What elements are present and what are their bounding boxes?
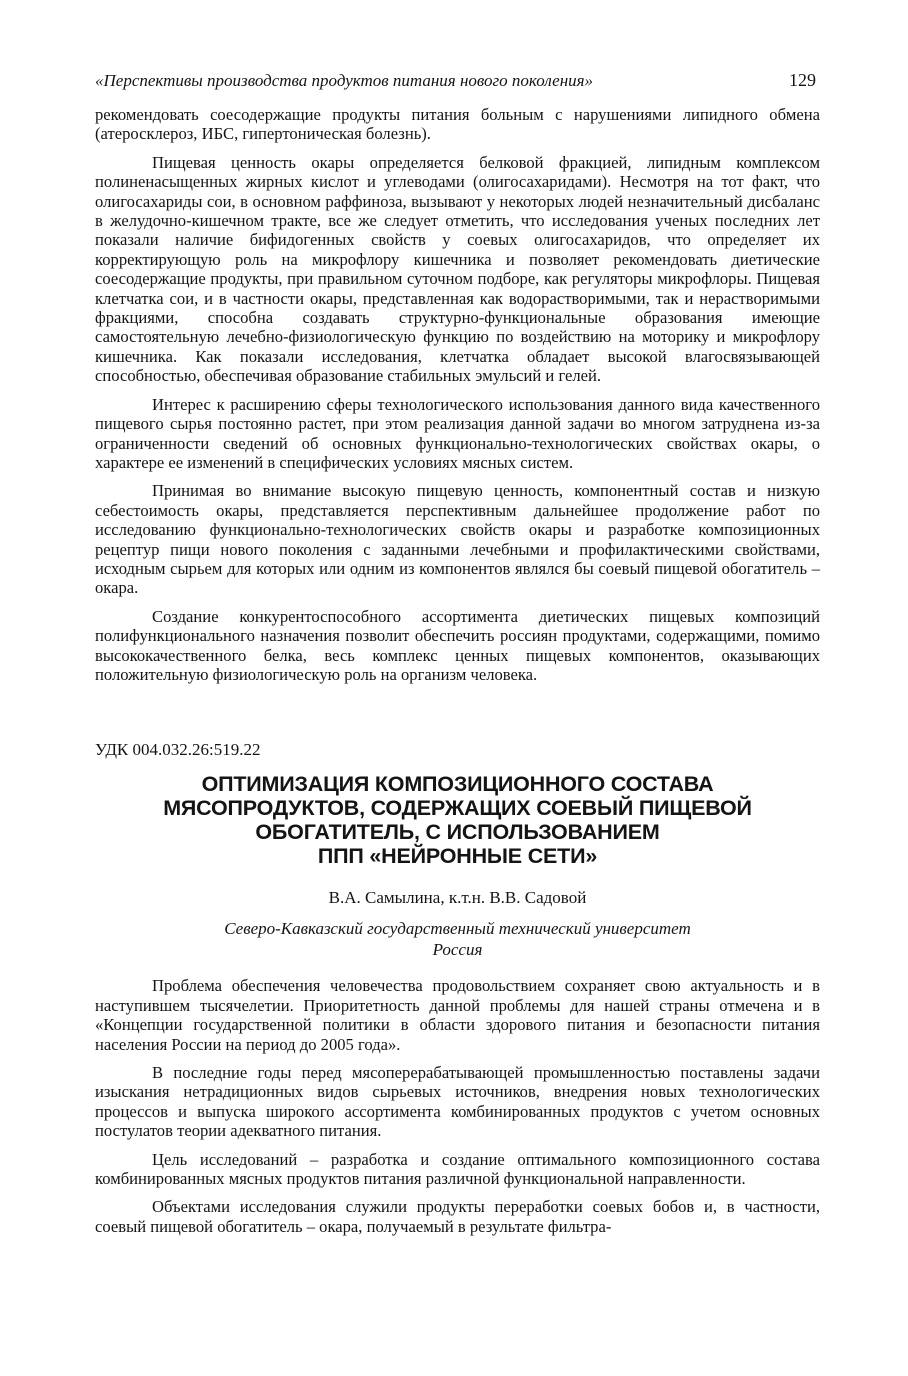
body-paragraph: Пищевая ценность окары определяется белковой фракцией, липидным комплексом полиненасыщенных жирных кислот и углеводами (олигосахаридами). Несмотря на тот факт, что олигосахариды сои, в основном раффиноза, вызывают у некоторых людей незначительный дисбаланс в желудочно-кишечном тракте, все же следует отметить, что исследования ученых последних лет показали наличие бифидогенных свойств у соевых олигосахаридов, что определяет их корректирующую роль на микрофлору кишечника и позволяет рекомендовать диетические соесодержащие продукты, при правильном суточном подборе, как регуляторы микрофлоры. Пищевая клетчатка сои, и в частности окары, представленная как водорастворимыми, так и нерастворимыми фракциями, способна создавать структурно-функциональные образования имеющие самостоятельную лечебно-физиологическую функцию по воздействию на моторику и микрофлору кишечника. Как показали исследования, клетчатка обладает высокой влагосвязывающей способностью, обеспечивая образование стабильных эмульсий и гелей. — [95, 152, 820, 386]
running-title: «Перспективы производства продуктов питания нового поколения» — [95, 71, 594, 90]
body-paragraph: Цель исследований – разработка и создание оптимального композиционного состава комбинированных мясных продуктов питания различной функциональной направленности. — [95, 1149, 820, 1189]
article-body — [95, 976, 820, 1236]
affiliation-institution: Северо-Кавказский государственный технический университет — [224, 919, 691, 939]
body-paragraph: Принимая во внимание высокую пищевую ценность, компонентный состав и низкую себестоимость окары, представляется перспективным дальнейшее продолжение работ по исследованию функционально-технологических свойств окары и разработке композиционных рецептур пищи нового поколения с заданными лечебными и профилактическими свойствами, исходным сырьем для которых или одним из компонентов являлся бы соевый пищевой обогатитель – окара. — [95, 481, 820, 598]
article-title-line: ОПТИМИЗАЦИЯ КОМПОЗИЦИОННОГО СОСТАВА — [201, 772, 714, 797]
running-header — [95, 70, 820, 91]
body-paragraph: Объектами исследования служили продукты переработки соевых бобов и, в частности, соевый пищевой обогатитель – окара, получаемый в результате фильтра- — [95, 1197, 820, 1236]
affiliation-country: Россия — [432, 940, 483, 960]
body-paragraph: Создание конкурентоспособного ассортимента диетических пищевых композиций полифункционального назначения позволит обеспечить россиян продуктами, содержащими, помимо высококачественного белка, весь комплекс ценных пищевых компонентов, оказывающих положительную физиологическую роль на организм человека. — [95, 606, 820, 684]
previous-article-body — [95, 105, 820, 684]
page-number: 129 — [789, 70, 816, 90]
article-title-line: ОБОГАТИТЕЛЬ, С ИСПОЛЬЗОВАНИЕМ — [255, 820, 660, 845]
body-paragraph: В последние годы перед мясоперерабатывающей промышленностью поставлены задачи изыскания нетрадиционных видов сырьевых источников, внедрения новых технологических процессов и выпуска широкого ассортимента комбинированных продуктов с учетом основных постулатов теории адекватного питания. — [95, 1063, 820, 1141]
article-title-line: ППП «НЕЙРОННЫЕ СЕТИ» — [317, 844, 598, 869]
body-paragraph: рекомендовать соесодержащие продукты питания больным с нарушениями липидного обмена (атеросклероз, ИБС, гипертоническая болезнь). — [95, 105, 820, 144]
body-paragraph: Интерес к расширению сферы технологического использования данного вида качественного пищевого сырья постоянно растет, при этом реализация данной задачи во многом затруднена из-за ограниченности сведений об основных функционально-технологических свойствах окары, о характере ее изменений в специфических условиях мясных систем. — [95, 394, 820, 472]
article-authors: В.А. Самылина, к.т.н. В.В. Садовой — [328, 888, 587, 908]
article-title-line: МЯСОПРОДУКТОВ, СОДЕРЖАЩИХ СОЕВЫЙ ПИЩЕВОЙ — [163, 796, 752, 821]
article-title — [95, 772, 820, 868]
document-page — [95, 70, 820, 1236]
body-paragraph: Проблема обеспечения человечества продовольствием сохраняет свою актуальность и в наступившем тысячелетии. Приоритетность данной проблемы для нашей страны отмечена и в «Концепции государственной политики в области здорового питания и безопасности питания населения России на период до 2005 года». — [95, 976, 820, 1054]
article-affiliation — [95, 918, 820, 960]
udc-code: УДК 004.032.26:519.22 — [95, 740, 261, 760]
